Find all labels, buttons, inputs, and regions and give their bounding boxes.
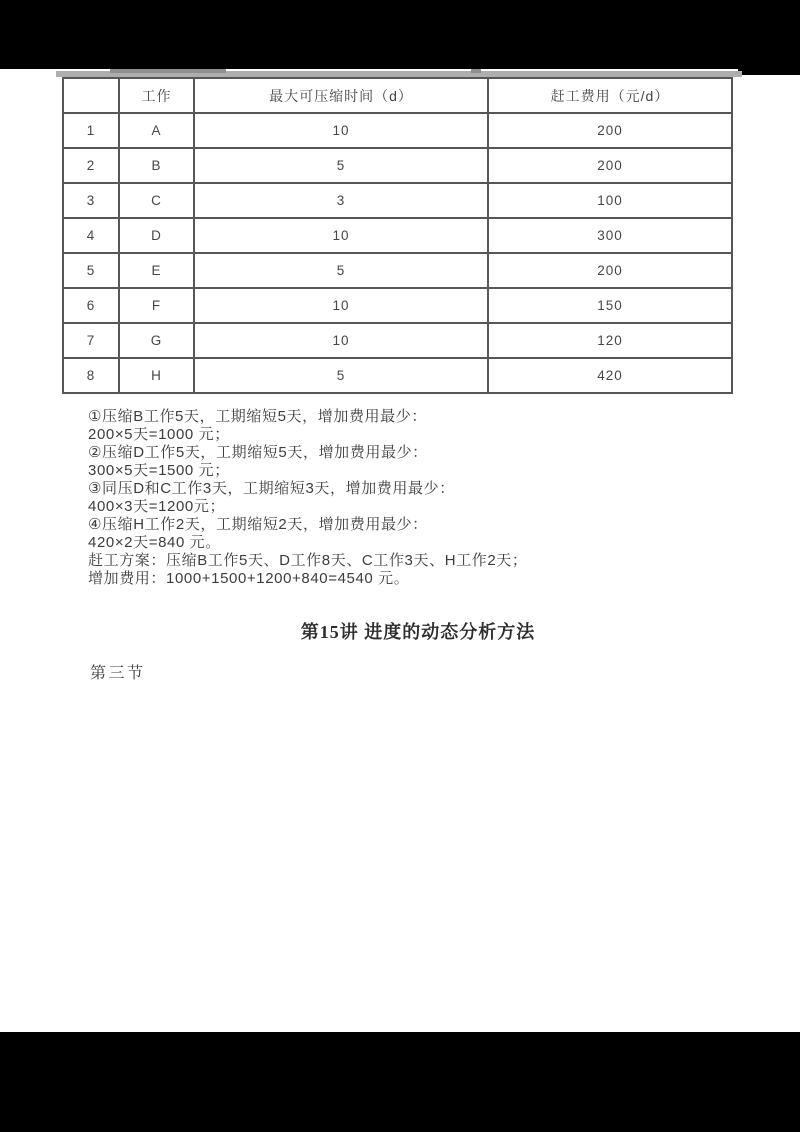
table-cell: D [119,218,194,253]
section-label: 第三节 [90,665,146,682]
table-cell: 10 [194,323,488,358]
bottom-letterbox-bar [0,1032,800,1132]
table-cell: 7 [63,323,119,358]
table-cell: 5 [194,253,488,288]
note-line: 300×5天=1500 元； [88,462,230,479]
table-cell: 200 [488,148,732,183]
table-cell: A [119,113,194,148]
scan-artifact [110,69,226,73]
table-header-cell-max-compress-time: 最大可压缩时间（d） [194,78,488,113]
table-cell: 200 [488,113,732,148]
table-header-cell-work: 工作 [119,78,194,113]
table-header-row [63,78,732,113]
table-cell: B [119,148,194,183]
table-cell: 120 [488,323,732,358]
lecture-heading: 第15讲 进度的动态分析方法 [300,622,536,642]
note-line: 420×2天=840 元。 [88,534,221,551]
table-row [63,253,732,288]
note-line: 增加费用：1000+1500+1200+840=4540 元。 [88,570,410,587]
table-row [63,323,732,358]
note-line: ④压缩H工作2天，工期缩短2天，增加费用最少： [88,516,428,533]
note-line: ③同压D和C工作3天，工期缩短3天，增加费用最少： [88,480,455,497]
table-cell: 300 [488,218,732,253]
table-cell: 8 [63,358,119,393]
note-line: 400×3天=1200元； [88,498,226,515]
table-row [63,218,732,253]
table-header-cell-crash-cost: 赶工费用（元/d） [488,78,732,113]
table-cell: G [119,323,194,358]
note-line: ①压缩B工作5天，工期缩短5天，增加费用最少： [88,408,427,425]
table-header-cell-index [63,78,119,113]
table-cell: 100 [488,183,732,218]
top-letterbox-bar [0,0,800,69]
table-row [63,358,732,393]
table-cell: 5 [194,358,488,393]
table-cell: H [119,358,194,393]
table-cell: 3 [63,183,119,218]
table-cell: 150 [488,288,732,323]
table-cell: E [119,253,194,288]
note-line: ②压缩D工作5天，工期缩短5天，增加费用最少： [88,444,428,461]
table-cell: 1 [63,113,119,148]
table-cell: 4 [63,218,119,253]
table-cell: 10 [194,113,488,148]
table-cell: 200 [488,253,732,288]
table-row [63,113,732,148]
notes-paragraph [88,408,527,588]
crash-cost-table [62,77,733,394]
table-cell: 5 [63,253,119,288]
table-cell: F [119,288,194,323]
table-cell: 3 [194,183,488,218]
scan-artifact [471,69,481,73]
table-row [63,183,732,218]
note-line: 赶工方案：压缩B工作5天、D工作8天、C工作3天、H工作2天； [88,552,528,569]
table-cell: 10 [194,218,488,253]
note-line: 200×5天=1000 元； [88,426,230,443]
table-cell: C [119,183,194,218]
table-cell: 10 [194,288,488,323]
table-row [63,148,732,183]
table-cell: 2 [63,148,119,183]
table-cell: 420 [488,358,732,393]
table-cell: 5 [194,148,488,183]
table-row [63,288,732,323]
table-cell: 6 [63,288,119,323]
